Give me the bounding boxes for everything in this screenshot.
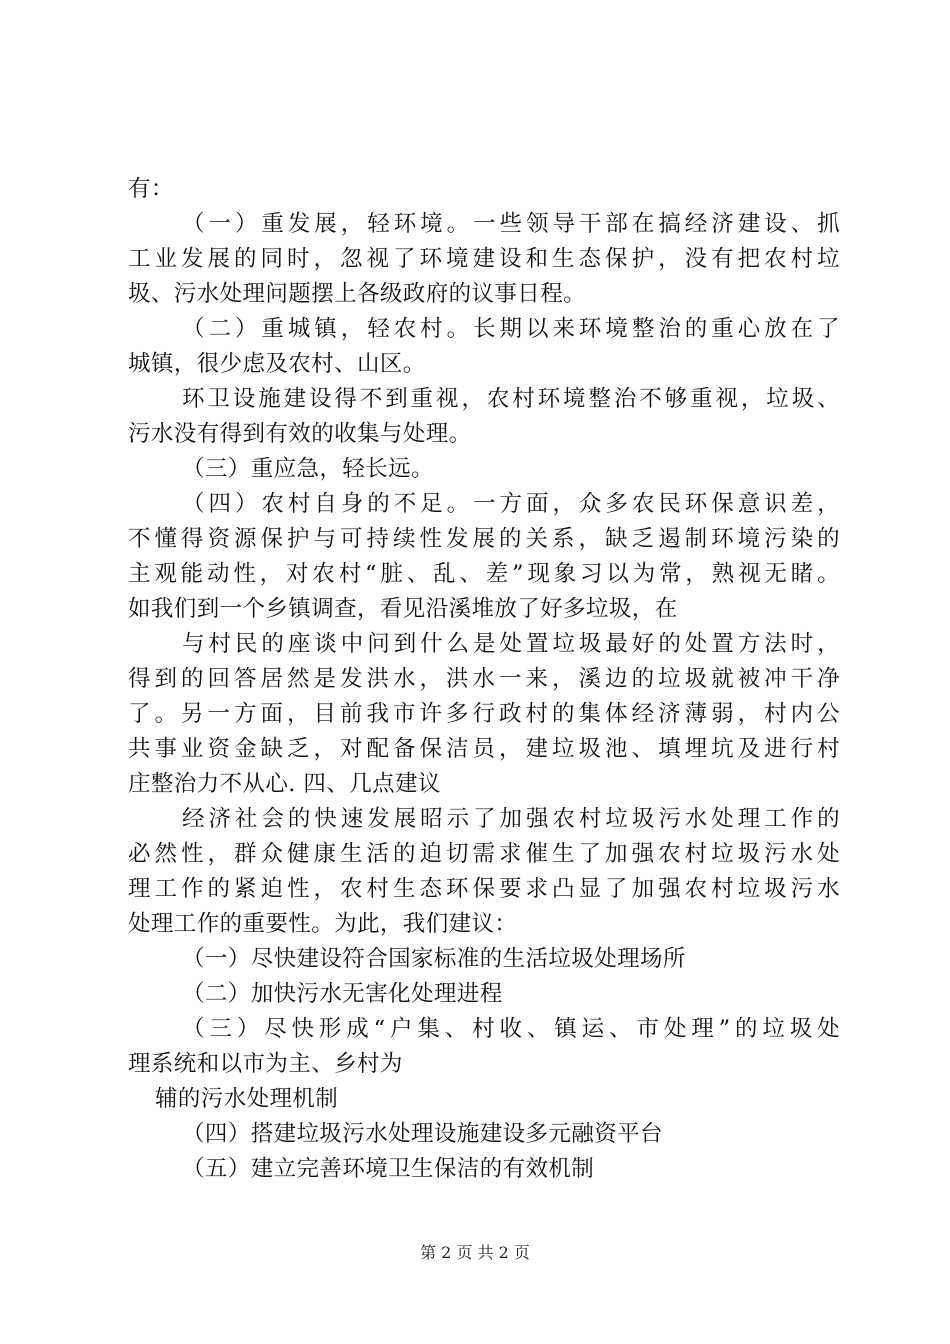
text-line: 污水没有得到有效的收集与处理。 — [128, 421, 472, 447]
text-line: 城镇，很少虑及农村、山区。 — [128, 351, 426, 377]
text-line: 经济社会的快速发展昭示了加强农村垃圾污水处理工作的 — [182, 806, 840, 832]
text-line: 圾、污水处理问题摆上各级政府的议事日程。 — [128, 281, 587, 307]
text-line: （四）农村自身的不足。一方面，众多农民环保意识差， — [182, 491, 840, 517]
text-line: （三）重应急，轻长远。 — [182, 456, 434, 482]
text-line: 主观能动性，对农村“脏、乱、差”现象习以为常，熟视无睹。 — [128, 561, 840, 587]
text-line: （一）重发展，轻环境。一些领导干部在搞经济建设、抓 — [182, 211, 840, 237]
text-line: 环卫设施建设得不到重视，农村环境整治不够重视，垃圾、 — [182, 386, 840, 412]
text-line: 理系统和以市为主、乡村为 — [128, 1051, 403, 1077]
text-line: 必然性，群众健康生活的迫切需求催生了加强农村垃圾污水处 — [128, 841, 840, 867]
text-line: 如我们到一个乡镇调查，看见沿溪堆放了好多垃圾，在 — [128, 596, 678, 622]
text-line: 辅的污水处理机制 — [155, 1086, 339, 1112]
text-line: 有： — [128, 176, 174, 202]
text-line: （二）加快污水无害化处理进程 — [182, 981, 503, 1007]
text-line: （四）搭建垃圾污水处理设施建设多元融资平台 — [182, 1121, 663, 1147]
text-line: （一）尽快建设符合国家标准的生活垃圾处理场所 — [182, 946, 686, 972]
text-line: 工业发展的同时，忽视了环境建设和生态保护，没有把农村垃 — [128, 246, 840, 272]
text-line: 庄整治力不从心. 四、几点建议 — [128, 771, 441, 797]
text-line: 得到的回答居然是发洪水，洪水一来，溪边的垃圾就被冲干净 — [128, 666, 840, 692]
text-line: （二）重城镇，轻农村。长期以来环境整治的重心放在了 — [182, 316, 840, 342]
text-line: （五）建立完善环境卫生保洁的有效机制 — [182, 1156, 595, 1182]
text-line: 共事业资金缺乏，对配备保洁员，建垃圾池、填埋坑及进行村 — [128, 736, 840, 762]
document-body — [128, 172, 840, 1187]
text-line: 与村民的座谈中问到什么是处置垃圾最好的处置方法时， — [182, 631, 840, 657]
text-line: 理工作的紧迫性，农村生态环保要求凸显了加强农村垃圾污水 — [128, 876, 840, 902]
text-line: 了。另一方面，目前我市许多行政村的集体经济薄弱，村内公 — [128, 701, 840, 727]
text-line: 处理工作的重要性。为此，我们建议： — [128, 911, 518, 937]
text-line: 不懂得资源保护与可持续性发展的关系，缺乏遏制环境污染的 — [128, 526, 840, 552]
page-footer: 第 2 页 共 2 页 — [420, 1243, 530, 1262]
text-line: （三）尽快形成“户集、村收、镇运、市处理”的垃圾处 — [182, 1016, 840, 1042]
